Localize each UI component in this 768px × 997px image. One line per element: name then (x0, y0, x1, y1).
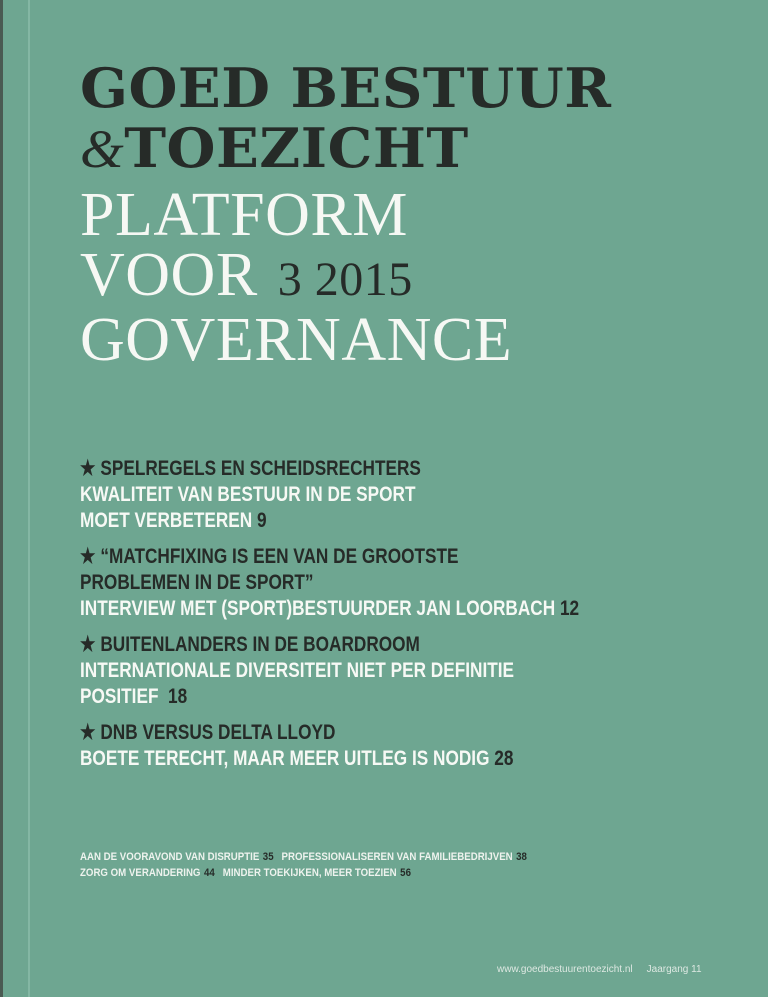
feature-subline-text: BOETE TERECHT, MAAR MEER UITLEG IS NODIG (80, 747, 490, 770)
page-number: 9 (257, 509, 267, 532)
feature-item[interactable] (80, 632, 720, 710)
page-number: 18 (168, 685, 188, 708)
feature-headline (80, 456, 720, 482)
page-number: 38 (516, 851, 527, 863)
minor-row (80, 849, 643, 865)
feature-headline-text: BUITENLANDERS IN DE BOARDROOM (100, 633, 420, 656)
page-number: 35 (262, 851, 274, 863)
star-icon: ★ (80, 545, 96, 568)
minor-article-title[interactable]: PROFESSIONALISEREN VAN FAMILIEBEDRIJVEN (281, 851, 513, 863)
feature-subline: INTERNATIONALE DIVERSITEIT NIET PER DEFINITIE (80, 659, 515, 682)
minor-article-title[interactable]: AAN DE VOORAVOND VAN DISRUPTIE (80, 851, 260, 863)
subtitle-line-3: GOVERNANCE (80, 306, 513, 374)
feature-subline (80, 508, 720, 534)
feature-item[interactable] (80, 544, 720, 622)
feature-subline-text: POSITIEF (80, 685, 159, 708)
feature-subline (80, 746, 720, 772)
page-number: 28 (494, 747, 514, 770)
masthead-line-1: GOED BESTUUR (80, 56, 612, 120)
minor-row (80, 865, 643, 881)
issue-number: 3 2015 (277, 253, 413, 306)
feature-headline (80, 632, 720, 658)
page-number: 56 (400, 867, 411, 879)
masthead-toezicht: TOEZICHT (124, 116, 469, 180)
minor-article-title[interactable]: MINDER TOEKIJKEN, MEER TOEZIEN (222, 867, 397, 879)
feature-subline-text: MOET VERBETEREN (80, 509, 253, 532)
feature-subline (80, 596, 720, 622)
feature-subline-text: INTERVIEW MET (SPORT)BESTUURDER JAN LOORBACH (80, 597, 556, 620)
masthead-subtitle (80, 181, 513, 374)
masthead-line-2 (80, 118, 611, 179)
ampersand: & (80, 119, 125, 179)
minor-article-title[interactable]: ZORG OM VERANDERING (80, 867, 201, 879)
subtitle-line-1: PLATFORM (80, 181, 408, 249)
page-number: 12 (559, 597, 580, 620)
cover-crease (28, 0, 30, 997)
feature-subline (80, 684, 720, 710)
subtitle-voor: VOOR (80, 241, 258, 309)
star-icon: ★ (80, 457, 96, 480)
feature-list (80, 456, 720, 782)
feature-headline-text: SPELREGELS EN SCHEIDSRECHTERS (100, 457, 421, 480)
minor-articles (80, 849, 643, 881)
page-number: 44 (203, 867, 215, 879)
feature-headline-continued: PROBLEMEN IN DE SPORT” (80, 571, 314, 594)
volume-label: Jaargang 11 (646, 964, 702, 975)
cover-footer (497, 964, 702, 975)
feature-headline (80, 720, 720, 746)
feature-headline (80, 544, 720, 570)
feature-item[interactable] (80, 456, 720, 534)
feature-subline: KWALITEIT VAN BESTUUR IN DE SPORT (80, 483, 416, 506)
feature-headline-text: DNB VERSUS DELTA LLOYD (100, 721, 336, 744)
website-link[interactable]: www.goedbestuurentoezicht.nl (497, 964, 633, 975)
page-edge (0, 0, 3, 997)
star-icon: ★ (80, 721, 96, 744)
feature-headline-text: “MATCHFIXING IS EEN VAN DE GROOTSTE (100, 545, 459, 568)
star-icon: ★ (80, 633, 96, 656)
subtitle-line-2 (80, 241, 512, 310)
masthead-title (80, 58, 611, 179)
feature-item[interactable] (80, 720, 720, 772)
